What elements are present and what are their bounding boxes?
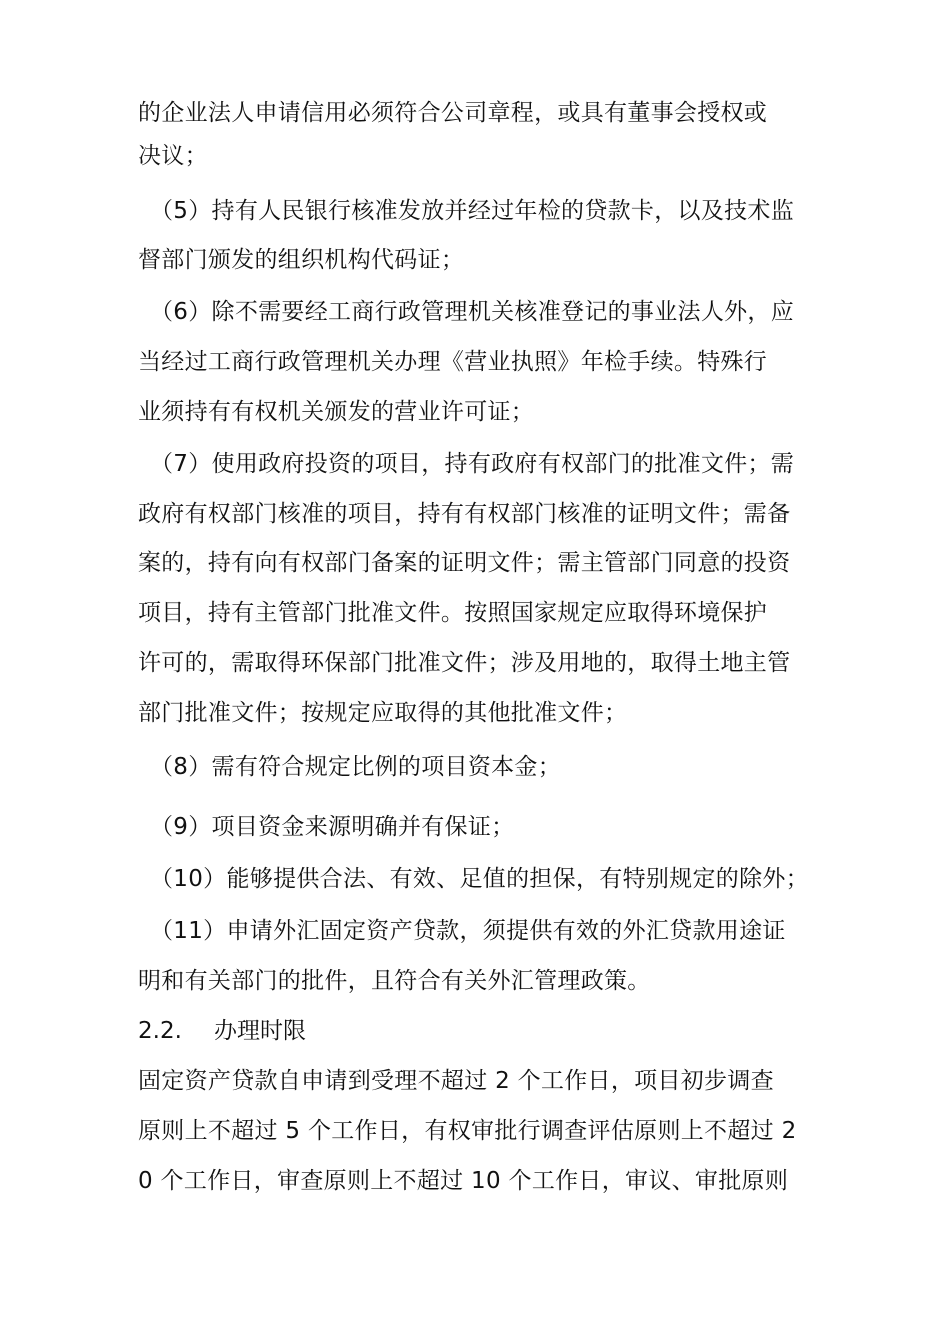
text-line: 原则上不超过 5 个工作日，有权审批行调查评估原则上不超过 2 (138, 1118, 797, 1144)
text-line: 业须持有有权机关颁发的营业许可证； (138, 399, 535, 425)
text-line: 0 个工作日，审查原则上不超过 10 个工作日，审议、审批原则 (138, 1168, 789, 1194)
text-line: 决议； (138, 143, 208, 169)
list-item-10: （10）能够提供合法、有效、足值的担保，有特别规定的除外； (150, 866, 809, 892)
text-line: 项目，持有主管部门批准文件。按照国家规定应取得环境保护 (138, 600, 768, 626)
list-item-11: （11）申请外汇固定资产贷款，须提供有效的外汇贷款用途证 (150, 918, 786, 944)
text-line: 案的，持有向有权部门备案的证明文件；需主管部门同意的投资 (138, 550, 791, 576)
text-line: 的企业法人申请信用必须符合公司章程，或具有董事会授权或 (138, 100, 768, 126)
list-item-9: （9）项目资金来源明确并有保证； (150, 814, 515, 840)
list-item-7: （7）使用政府投资的项目，持有政府有权部门的批准文件；需 (150, 451, 795, 477)
text-line: 当经过工商行政管理机关办理《营业执照》年检手续。特殊行 (138, 349, 768, 375)
text-line: 明和有关部门的批件，且符合有关外汇管理政策。 (138, 968, 651, 994)
text-line: 部门批准文件；按规定应取得的其他批准文件； (138, 700, 628, 726)
text-line: 固定资产贷款自申请到受理不超过 2 个工作日，项目初步调查 (138, 1068, 774, 1094)
text-line: 督部门颁发的组织机构代码证； (138, 247, 465, 273)
text-line: 许可的，需取得环保部门批准文件；涉及用地的，取得土地主管 (138, 650, 791, 676)
list-item-5: （5）持有人民银行核准发放并经过年检的贷款卡，以及技术监 (150, 198, 795, 224)
list-item-6: （6）除不需要经工商行政管理机关核准登记的事业法人外，应 (150, 299, 795, 325)
section-title: 办理时限 (214, 1018, 306, 1044)
list-item-8: （8）需有符合规定比例的项目资本金； (150, 754, 562, 780)
section-number: 2.2. (138, 1018, 182, 1044)
text-line: 政府有权部门核准的项目，持有有权部门核准的证明文件；需备 (138, 501, 791, 527)
